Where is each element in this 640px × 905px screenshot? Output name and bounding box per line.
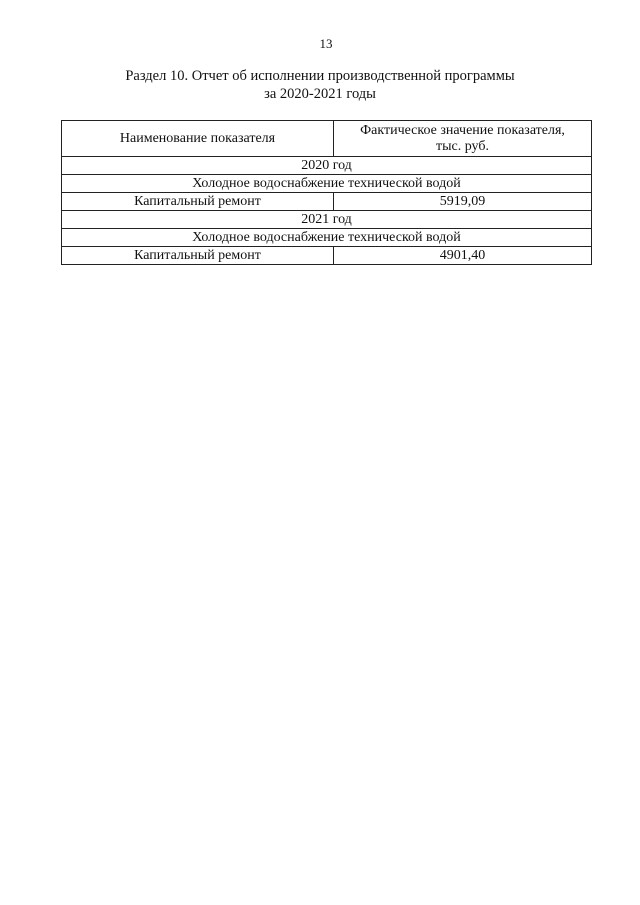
page-number: 13 (319, 36, 333, 51)
year-label: 2021 год (62, 211, 592, 229)
table-row (62, 193, 592, 211)
indicator-name-cell: Капитальный ремонт (62, 193, 334, 211)
category-row-2021 (62, 229, 592, 247)
indicator-name-cell: Капитальный ремонт (62, 247, 334, 265)
header-actual-value (334, 121, 592, 157)
production-program-report-table (61, 120, 592, 265)
indicator-value-cell: 4901,40 (334, 247, 592, 265)
year-row-2020 (62, 157, 592, 175)
header-actual-value-line-2: тыс. руб. (436, 138, 489, 154)
year-label: 2020 год (62, 157, 592, 175)
table-header-row (62, 121, 592, 157)
header-indicator-name: Наименование показателя (62, 121, 334, 157)
section-title (0, 67, 640, 103)
section-title-line-2: за 2020-2021 годы (264, 86, 376, 102)
category-label: Холодное водоснабжение технической водой (62, 175, 592, 193)
section-title-line-1: Раздел 10. Отчет об исполнении производственной программы (125, 68, 515, 84)
category-label: Холодное водоснабжение технической водой (62, 229, 592, 247)
category-row-2020 (62, 175, 592, 193)
indicator-value-cell: 5919,09 (334, 193, 592, 211)
header-actual-value-line-1: Фактическое значение показателя, (360, 122, 565, 138)
table-row (62, 247, 592, 265)
year-row-2021 (62, 211, 592, 229)
